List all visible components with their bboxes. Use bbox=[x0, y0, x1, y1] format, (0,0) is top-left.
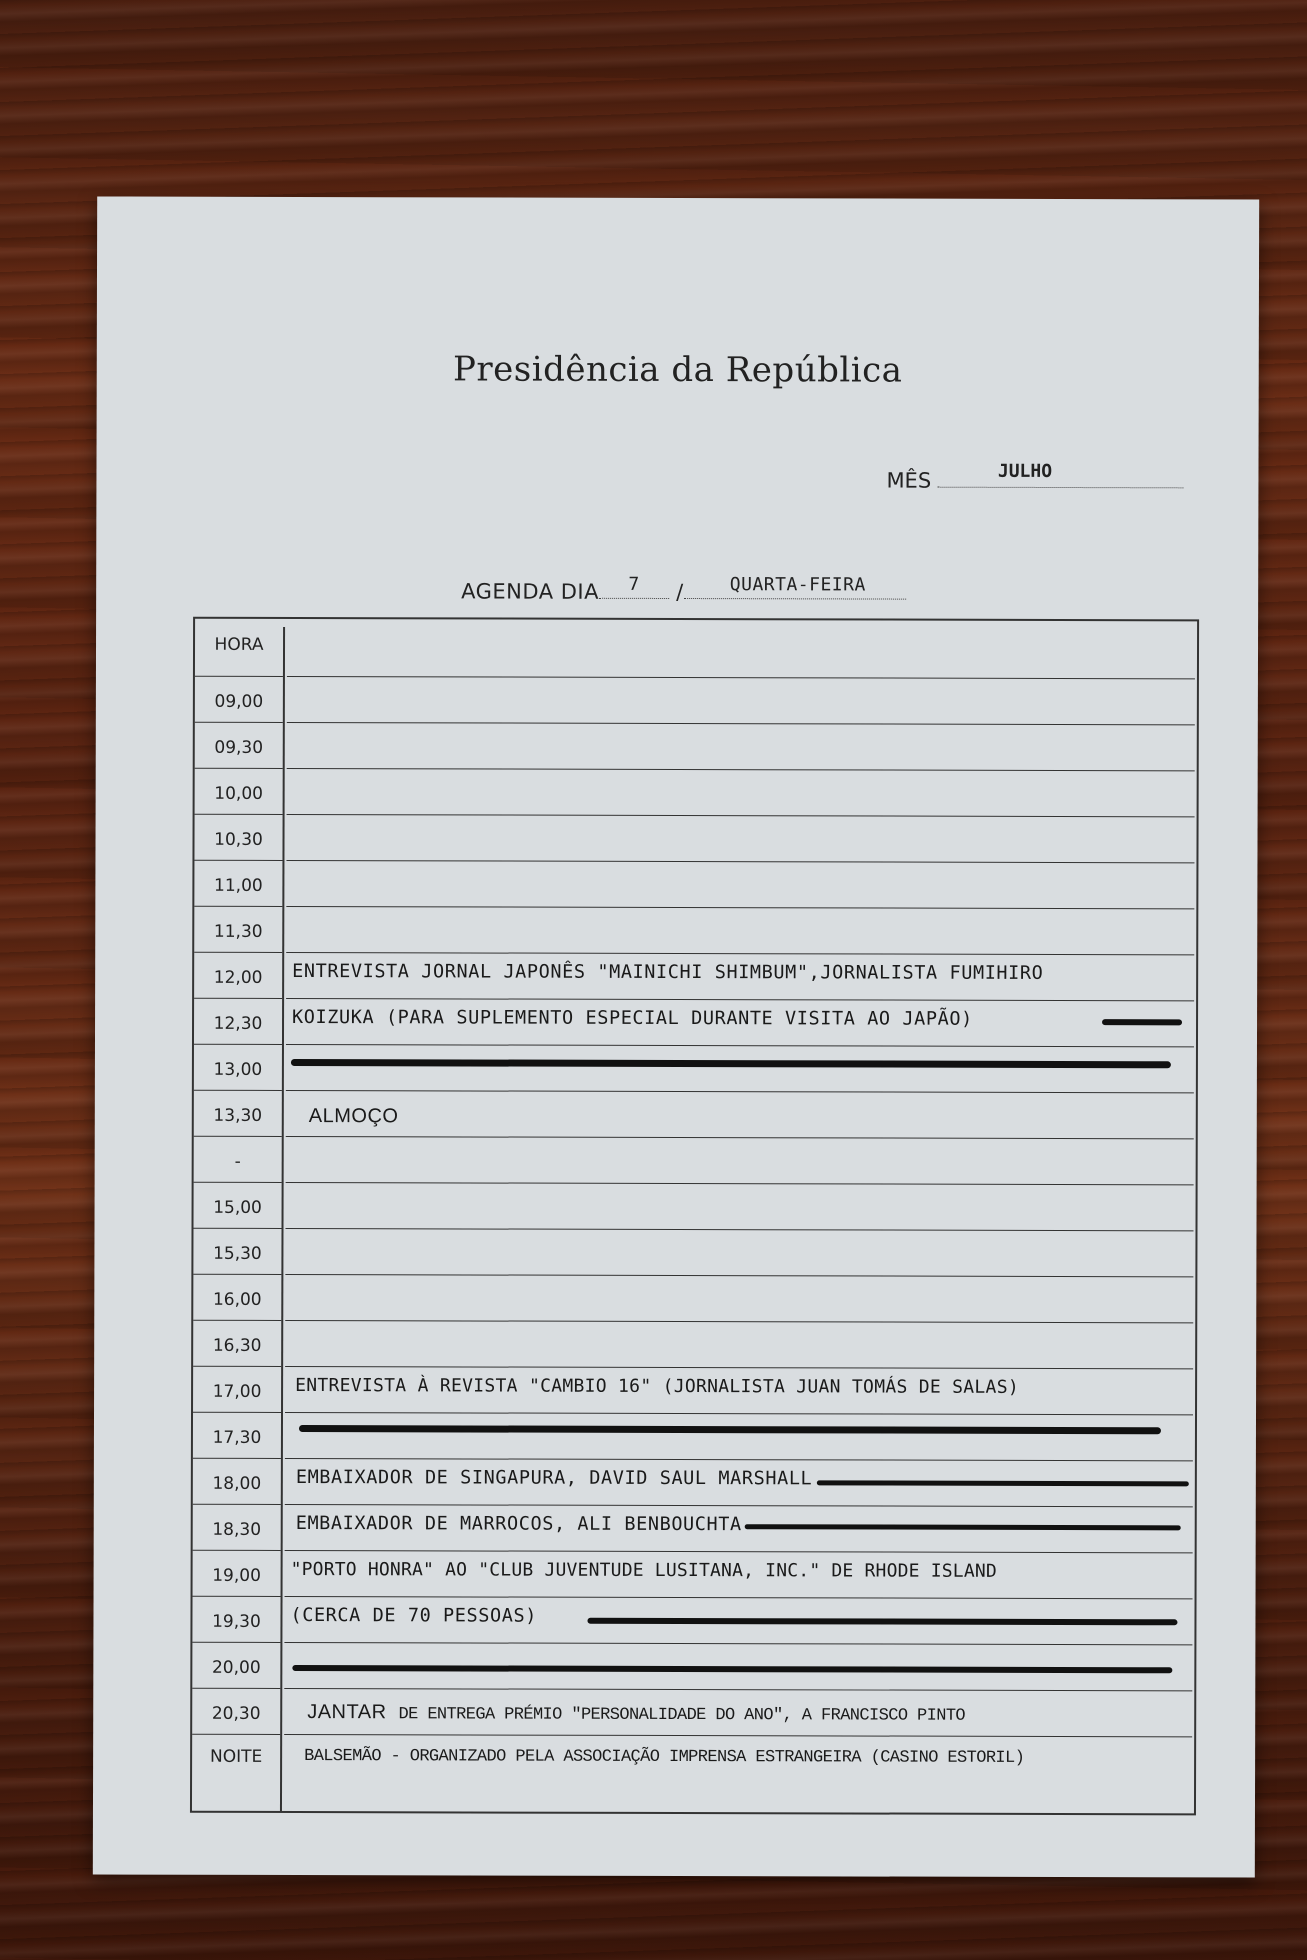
table-row bbox=[194, 1045, 1196, 1094]
entry-cell bbox=[293, 777, 1197, 779]
strike-line bbox=[299, 1425, 1161, 1434]
table-row bbox=[193, 1183, 1195, 1232]
hour-cell: - bbox=[194, 1137, 282, 1183]
table-row bbox=[194, 1091, 1196, 1140]
month-label: MÊS bbox=[886, 468, 932, 493]
table-row bbox=[193, 1459, 1195, 1508]
hour-cell: 20,00 bbox=[192, 1643, 280, 1689]
hour-cell: 15,00 bbox=[193, 1183, 281, 1229]
entry-cell bbox=[291, 1283, 1195, 1285]
hour-cell: 20,30 bbox=[192, 1689, 280, 1735]
day-separator: / bbox=[676, 579, 684, 605]
entry-cell: KOIZUKA (PARA SUPLEMENTO ESPECIAL DURANTE VISITA AO JAPÃO) bbox=[292, 1006, 973, 1030]
agenda-sheet bbox=[93, 196, 1259, 1877]
month-field bbox=[886, 460, 1183, 494]
table-row bbox=[192, 1597, 1194, 1646]
hour-cell: 11,30 bbox=[194, 907, 282, 953]
month-value: JULHO bbox=[997, 460, 1053, 482]
entry-cell bbox=[291, 1421, 1195, 1423]
entry-cell: "PORTO HONRA" AO "CLUB JUVENTUDE LUSITANA, INC." DE RHODE ISLAND bbox=[290, 1558, 998, 1582]
hour-cell: 15,30 bbox=[193, 1229, 281, 1275]
hour-cell: 12,00 bbox=[194, 953, 282, 999]
hour-cell: 13,30 bbox=[194, 1091, 282, 1137]
jantar-label: JANTAR bbox=[307, 1701, 387, 1724]
entry-cell bbox=[290, 1651, 1194, 1653]
hour-cell: 12,30 bbox=[194, 999, 282, 1045]
table-row bbox=[193, 1505, 1195, 1554]
schedule-table bbox=[190, 617, 1199, 1816]
hour-column-header: HORA bbox=[195, 619, 283, 677]
strike-line bbox=[292, 1665, 1172, 1673]
agenda-day-label: AGENDA DIA bbox=[461, 579, 600, 604]
entry-cell bbox=[293, 731, 1197, 733]
table-row bbox=[194, 907, 1196, 956]
hour-cell: NOITE bbox=[209, 1746, 263, 1767]
weekday-value: QUARTA-FEIRA bbox=[729, 574, 866, 596]
table-row bbox=[192, 1735, 1194, 1812]
table-row bbox=[195, 769, 1197, 818]
entry-cell bbox=[292, 915, 1196, 917]
hour-cell: 09,00 bbox=[195, 677, 283, 723]
entry-cell: EMBAIXADOR DE MARROCOS, ALI BENBOUCHTA bbox=[295, 1513, 742, 1536]
table-row bbox=[194, 861, 1196, 910]
table-row bbox=[195, 723, 1197, 772]
entry-text: DE ENTREGA PRÉMIO "PERSONALIDADE DO ANO", A FRANCISCO PINTO bbox=[398, 1705, 966, 1726]
agenda-day-field bbox=[461, 573, 906, 605]
hour-cell: 19,00 bbox=[193, 1551, 281, 1597]
hour-cell: 10,30 bbox=[194, 815, 282, 861]
entry-cell bbox=[292, 869, 1196, 871]
day-dotted-line bbox=[599, 573, 669, 599]
entry-cell bbox=[291, 1329, 1195, 1331]
table-row bbox=[195, 677, 1197, 726]
strike-line bbox=[817, 1480, 1189, 1486]
entry-cell: EMBAIXADOR DE SINGAPURA, DAVID SAUL MARSHALL bbox=[295, 1467, 813, 1490]
entry-cell: BALSEMÃO - ORGANIZADO PELA ASSOCIAÇÃO IMPRENSA ESTRANGEIRA (CASINO ESTORIL) bbox=[304, 1747, 1025, 1768]
entry-cell bbox=[291, 1237, 1195, 1239]
strike-line bbox=[1102, 1019, 1182, 1025]
hour-cell: 09,30 bbox=[195, 723, 283, 769]
table-row bbox=[194, 953, 1196, 1002]
table-header-row bbox=[195, 619, 1197, 680]
table-row bbox=[193, 1229, 1195, 1278]
hour-cell: 16,00 bbox=[193, 1275, 281, 1321]
entry-cell bbox=[292, 1053, 1196, 1055]
hour-cell: 18,30 bbox=[193, 1505, 281, 1551]
hour-cell: 13,00 bbox=[194, 1045, 282, 1091]
page-title: Presidência da República bbox=[452, 349, 903, 391]
entry-cell bbox=[293, 823, 1197, 825]
hour-cell: 17,00 bbox=[193, 1367, 281, 1413]
hour-cell: 10,00 bbox=[195, 769, 283, 815]
hour-cell: 19,30 bbox=[192, 1597, 280, 1643]
entry-cell: (CERCA DE 70 PESSOAS) bbox=[290, 1604, 538, 1627]
hour-cell: 11,00 bbox=[194, 861, 282, 907]
table-row bbox=[193, 1275, 1195, 1324]
entry-cell bbox=[292, 1191, 1196, 1193]
month-dotted-line bbox=[938, 460, 1184, 489]
table-row bbox=[193, 1551, 1195, 1600]
table-row bbox=[194, 1137, 1196, 1186]
strike-line bbox=[291, 1059, 1171, 1068]
table-row bbox=[192, 1643, 1194, 1692]
hour-cell: 16,30 bbox=[193, 1321, 281, 1367]
table-row bbox=[193, 1367, 1195, 1416]
hour-cell: 17,30 bbox=[193, 1413, 281, 1459]
entry-cell bbox=[292, 1145, 1196, 1147]
table-row bbox=[194, 999, 1196, 1048]
entry-cell: ALMOÇO bbox=[308, 1105, 399, 1128]
day-value: 7 bbox=[628, 573, 640, 595]
table-row bbox=[192, 1689, 1194, 1738]
table-row bbox=[193, 1413, 1195, 1462]
hour-cell: 18,00 bbox=[193, 1459, 281, 1505]
weekday-dotted-line bbox=[684, 574, 906, 600]
table-row bbox=[194, 815, 1196, 864]
entry-cell bbox=[293, 685, 1197, 687]
entry-cell: ENTREVISTA À REVISTA "CAMBIO 16" (JORNALISTA JUAN TOMÁS DE SALAS) bbox=[295, 1375, 1020, 1398]
table-row bbox=[193, 1321, 1195, 1370]
entry-cell: ENTREVISTA JORNAL JAPONÊS "MAINICHI SHIMBUM",JORNALISTA FUMIHIRO bbox=[292, 960, 1044, 984]
entry-cell bbox=[307, 1701, 1194, 1726]
